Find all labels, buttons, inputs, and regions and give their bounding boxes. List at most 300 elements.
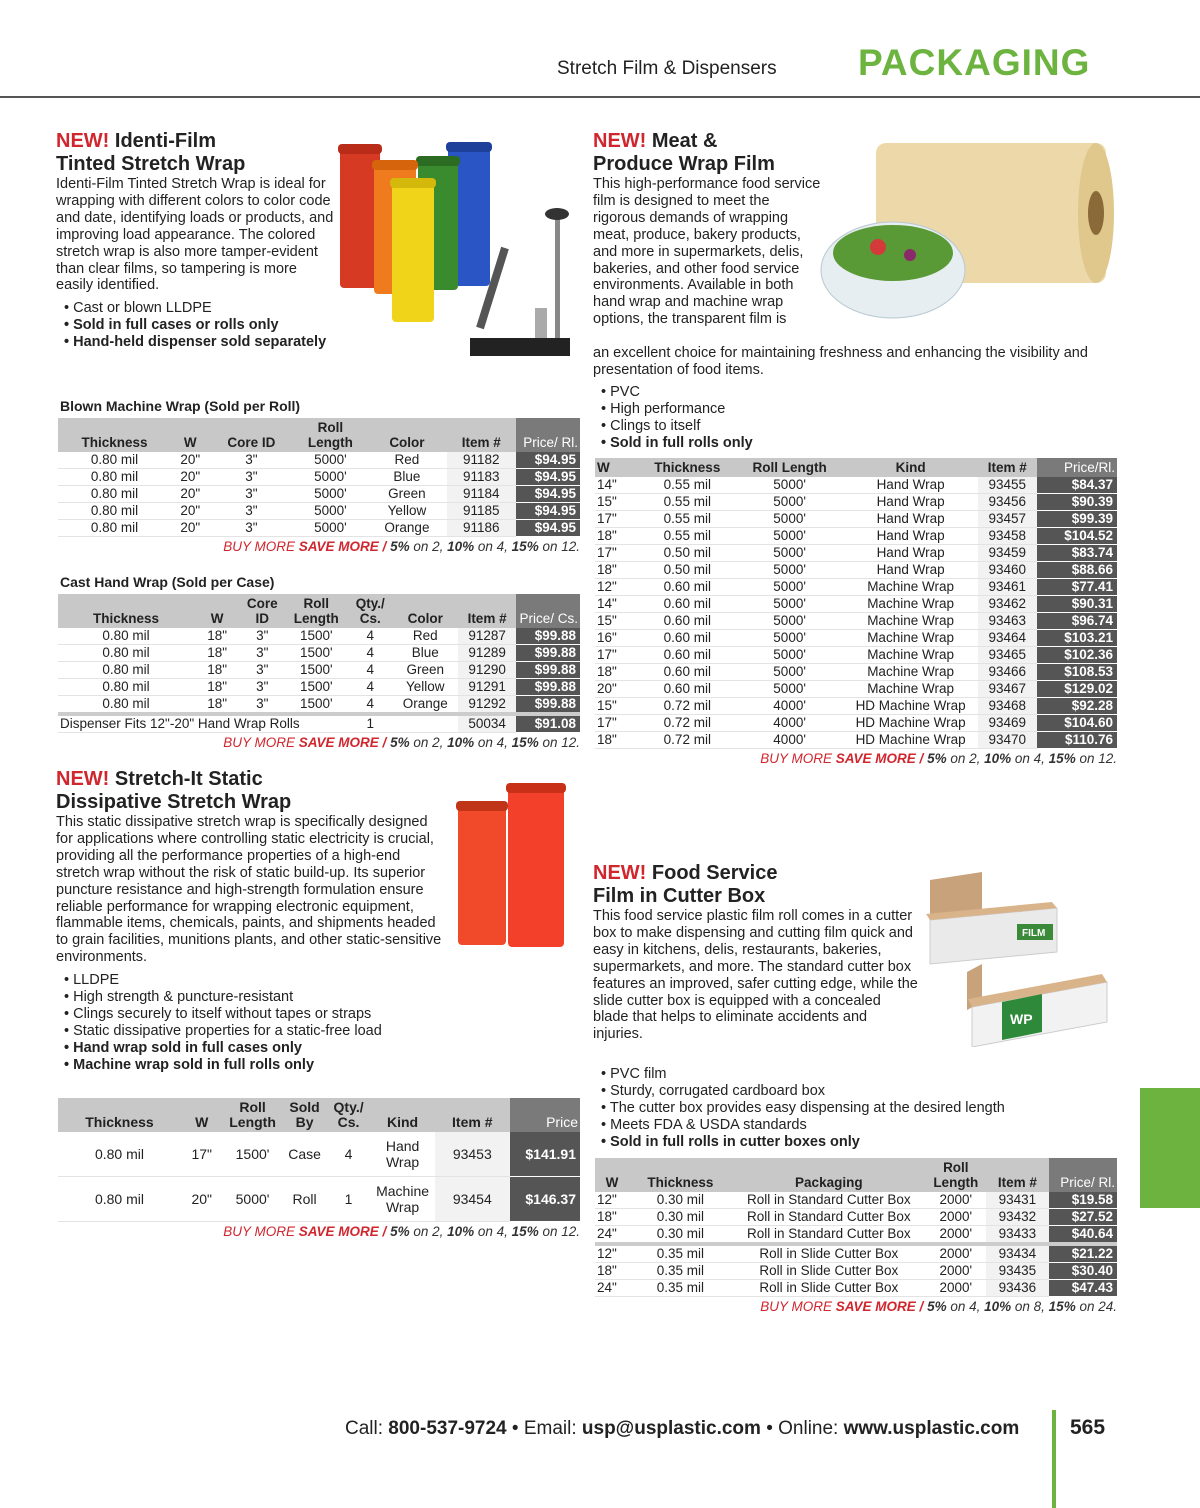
table-cell: 4 <box>348 696 392 715</box>
table-row <box>595 698 1117 715</box>
table-row <box>595 647 1117 664</box>
bullet: • Machine wrap sold in full rolls only <box>64 1056 315 1073</box>
table-cell: 0.80 mil <box>58 696 194 715</box>
table-cell: 5000' <box>223 1177 283 1222</box>
table-cell: Blue <box>392 645 458 662</box>
bullet: • Clings securely to itself without tapes or straps <box>64 1005 372 1022</box>
table-cell: 0.35 mil <box>629 1280 732 1297</box>
col-header: Roll Length <box>736 458 844 477</box>
price-cell: $99.39 <box>1037 511 1117 528</box>
table-row <box>595 528 1117 545</box>
table-cell: 18" <box>595 1263 629 1280</box>
meat-table <box>595 458 1117 749</box>
table-cell: 93460 <box>978 562 1037 579</box>
bullet: • Hand-held dispenser sold separately <box>64 334 327 351</box>
table-cell: 0.72 mil <box>639 732 736 749</box>
box-label: FILM <box>1022 928 1046 939</box>
table-row <box>595 596 1117 613</box>
table-cell: 18" <box>194 679 240 696</box>
price-cell: $96.74 <box>1037 613 1117 630</box>
table-cell: 20" <box>181 1177 223 1222</box>
col-header: Core ID <box>240 594 284 628</box>
table-cell: Machine Wrap <box>844 664 978 681</box>
col-header: Price/ Rl. <box>516 418 580 452</box>
col-header: Qty./ Cs. <box>327 1098 371 1132</box>
table-cell: 0.80 mil <box>58 1177 181 1222</box>
table-cell: Roll <box>283 1177 327 1222</box>
table-cell: 0.55 mil <box>639 528 736 545</box>
col-header: W <box>595 1158 629 1192</box>
footer-contact: Call: 800-537-9724 • Email: usp@usplastic.com • Online: www.usplastic.com <box>345 1418 1020 1439</box>
table-row <box>595 732 1117 749</box>
col-header: Item # <box>986 1158 1049 1192</box>
cutter-section <box>593 862 918 1043</box>
blown-caption: Blown Machine Wrap (Sold per Roll) <box>60 398 301 414</box>
cutter-title: NEW! Food Service Film in Cutter Box <box>593 862 778 907</box>
static-table <box>58 1098 580 1222</box>
table-cell: Case <box>283 1132 327 1177</box>
website-link: www.usplastic.com <box>843 1418 1020 1439</box>
identi-bullets <box>64 300 336 351</box>
table-cell: 18" <box>194 662 240 679</box>
price-cell: $129.02 <box>1037 681 1117 698</box>
table-row <box>595 545 1117 562</box>
table-cell: 2000' <box>926 1226 986 1245</box>
promo-text: BUY MORE SAVE MORE / 5% on 4, 10% on 8, 15% on 24. <box>760 1299 1117 1314</box>
table-cell: 93469 <box>978 715 1037 732</box>
phone-link: 800-537-9724 <box>388 1418 507 1439</box>
table-cell: 2000' <box>926 1244 986 1263</box>
price-cell: $90.39 <box>1037 494 1117 511</box>
table-cell: 5000' <box>736 630 844 647</box>
table-row <box>595 664 1117 681</box>
table-cell: 93462 <box>978 596 1037 613</box>
table-cell: 3" <box>209 452 293 469</box>
table-cell: 18" <box>194 696 240 715</box>
bullet: • PVC film <box>601 1066 667 1082</box>
table-cell: 18" <box>595 732 639 749</box>
table-cell: 5000' <box>736 681 844 698</box>
tinted-stretch-wrap-image <box>330 138 580 363</box>
meat-bullets <box>601 384 753 452</box>
bullet: • High performance <box>601 400 726 417</box>
col-header: Thickness <box>629 1158 732 1192</box>
table-cell: 0.30 mil <box>629 1226 732 1245</box>
table-row <box>58 696 580 715</box>
cutter-table-wrap <box>595 1158 1117 1314</box>
table-cell: 91287 <box>458 628 516 645</box>
table-row <box>595 1226 1117 1245</box>
table-cell: 5000' <box>293 520 367 537</box>
table-row <box>595 715 1117 732</box>
price-cell: $84.37 <box>1037 477 1117 494</box>
table-cell: 93436 <box>986 1280 1049 1297</box>
bullet: • Sold in full rolls only <box>601 434 753 451</box>
table-row <box>58 486 580 503</box>
cast-caption: Cast Hand Wrap (Sold per Case) <box>60 574 275 590</box>
table-cell: Green <box>392 662 458 679</box>
table-cell: 5000' <box>736 511 844 528</box>
bullet: • PVC <box>601 384 640 400</box>
table-cell: Roll in Slide Cutter Box <box>732 1263 926 1280</box>
col-header: Core ID <box>209 418 293 452</box>
table-cell: Hand Wrap <box>844 511 978 528</box>
table-cell: 18" <box>595 562 639 579</box>
col-header: Thickness <box>58 594 194 628</box>
table-cell: 15" <box>595 613 639 630</box>
price-cell: $99.88 <box>516 696 580 715</box>
table-cell: 15" <box>595 494 639 511</box>
price-cell: $102.36 <box>1037 647 1117 664</box>
col-header: W <box>194 594 240 628</box>
table-cell: 5000' <box>736 613 844 630</box>
table-row <box>58 469 580 486</box>
table-cell: Machine Wrap <box>844 681 978 698</box>
table-cell: 5000' <box>736 528 844 545</box>
col-header: Thickness <box>58 418 171 452</box>
table-cell: 20" <box>595 681 639 698</box>
col-header: Thickness <box>58 1098 181 1132</box>
table-cell: 5000' <box>293 469 367 486</box>
section-tab <box>1140 1088 1200 1208</box>
table-cell: Roll in Standard Cutter Box <box>732 1192 926 1209</box>
table-cell: 20" <box>171 469 209 486</box>
price-cell: $99.88 <box>516 662 580 679</box>
table-row <box>58 503 580 520</box>
table-cell: 0.80 mil <box>58 628 194 645</box>
table-cell: 1 <box>327 1177 371 1222</box>
static-bullets <box>64 972 446 1073</box>
table-cell: 93461 <box>978 579 1037 596</box>
table-cell: 18" <box>194 628 240 645</box>
table-row <box>58 662 580 679</box>
table-row <box>58 679 580 696</box>
blown-table-wrap <box>58 418 580 554</box>
table-row <box>595 562 1117 579</box>
table-cell: 17" <box>595 511 639 528</box>
col-header: Color <box>392 594 458 628</box>
table-cell: 17" <box>181 1132 223 1177</box>
table-row <box>595 1280 1117 1297</box>
table-cell: 93464 <box>978 630 1037 647</box>
table-cell: 17" <box>595 715 639 732</box>
table-cell: 91290 <box>458 662 516 679</box>
table-cell: 0.60 mil <box>639 664 736 681</box>
table-cell: 0.60 mil <box>639 613 736 630</box>
table-cell: 5000' <box>293 452 367 469</box>
price-cell: $108.53 <box>1037 664 1117 681</box>
table-cell: 0.30 mil <box>629 1209 732 1226</box>
table-cell: 17" <box>595 647 639 664</box>
promo-text: BUY MORE SAVE MORE / 5% on 2, 10% on 4, 15% on 12. <box>223 539 580 554</box>
price-cell: $94.95 <box>516 469 580 486</box>
table-cell: Dispenser Fits 12"-20" Hand Wrap Rolls <box>58 714 348 733</box>
static-description: This static dissipative stretch wrap is specifically designed for applications where controlling static electricity is crucial, providing all the performance properties of a high-end stretch wrap without the risk of static build-up. Its superior puncture resistance and high-strength formulation ensure reliable performance for wrapping electronic equipment, flammable items, chemicals, paints, and shipments headed to grain facilities, munitions plants, and other static-sensitive environments. <box>56 814 442 966</box>
table-cell: 0.80 mil <box>58 469 171 486</box>
table-cell: 5000' <box>736 477 844 494</box>
table-cell: 3" <box>209 486 293 503</box>
table-cell: Machine Wrap <box>371 1177 435 1222</box>
table-row <box>595 511 1117 528</box>
table-cell: Hand Wrap <box>844 528 978 545</box>
identi-description: Identi-Film Tinted Stretch Wrap is ideal for wrapping with different colors to color code and date, identifying loads or products, and improving load appearance. The colored stretch wrap is also more tamper-evident than clear films, so tampering is more easily identified. <box>56 176 334 294</box>
table-cell <box>392 714 458 733</box>
table-cell: 14" <box>595 477 639 494</box>
col-header: Item # <box>458 594 516 628</box>
bullet: • The cutter box provides easy dispensing at the desired length <box>601 1099 1005 1116</box>
table-cell: 1500' <box>284 679 348 696</box>
table-cell: 1500' <box>284 696 348 715</box>
table-cell: 5000' <box>736 562 844 579</box>
table-row <box>595 630 1117 647</box>
table-cell: Hand Wrap <box>844 494 978 511</box>
box-label: WP <box>1010 1011 1033 1027</box>
table-row <box>595 681 1117 698</box>
table-cell: 0.60 mil <box>639 681 736 698</box>
cast-table-wrap <box>58 594 580 750</box>
table-row <box>595 579 1117 596</box>
bullet: • Hand wrap sold in full cases only <box>64 1039 302 1056</box>
col-header: Sold By <box>283 1098 327 1132</box>
table-row <box>58 628 580 645</box>
bullet: • Cast or blown LLDPE <box>64 300 212 317</box>
price-cell: $94.95 <box>516 520 580 537</box>
table-cell: 16" <box>595 630 639 647</box>
table-cell: 93458 <box>978 528 1037 545</box>
identi-section <box>56 130 336 351</box>
table-cell: 0.80 mil <box>58 486 171 503</box>
price-cell: $99.88 <box>516 679 580 696</box>
col-header: Roll Length <box>293 418 367 452</box>
table-cell: 0.35 mil <box>629 1263 732 1280</box>
table-cell: 0.60 mil <box>639 596 736 613</box>
price-cell: $94.95 <box>516 503 580 520</box>
table-cell: 0.55 mil <box>639 511 736 528</box>
table-cell: 0.50 mil <box>639 545 736 562</box>
table-cell: Orange <box>392 696 458 715</box>
table-cell: 0.55 mil <box>639 494 736 511</box>
col-header: Item # <box>447 418 517 452</box>
col-header: W <box>171 418 209 452</box>
table-cell: 18" <box>595 528 639 545</box>
table-row <box>58 520 580 537</box>
email-link: usp@usplastic.com <box>581 1418 761 1439</box>
table-cell: 3" <box>240 696 284 715</box>
table-cell: 4 <box>348 628 392 645</box>
table-row <box>595 1263 1117 1280</box>
col-header: Price <box>510 1098 580 1132</box>
table-cell: 2000' <box>926 1192 986 1209</box>
table-cell: 18" <box>194 645 240 662</box>
col-header: W <box>595 458 639 477</box>
table-cell: 0.80 mil <box>58 503 171 520</box>
table-cell: Machine Wrap <box>844 647 978 664</box>
table-cell: 12" <box>595 1192 629 1209</box>
table-cell: Machine Wrap <box>844 596 978 613</box>
table-row <box>595 1244 1117 1263</box>
table-cell: 93467 <box>978 681 1037 698</box>
table-row <box>595 1192 1117 1209</box>
table-cell: 93457 <box>978 511 1037 528</box>
table-cell: Roll in Standard Cutter Box <box>732 1226 926 1245</box>
table-cell: Roll in Slide Cutter Box <box>732 1280 926 1297</box>
table-cell: 18" <box>595 1209 629 1226</box>
cutter-box-image <box>922 872 1117 1047</box>
price-cell: $103.21 <box>1037 630 1117 647</box>
table-cell: Blue <box>367 469 446 486</box>
table-cell: 2000' <box>926 1263 986 1280</box>
col-header: Roll Length <box>926 1158 986 1192</box>
cast-table <box>58 594 580 733</box>
table-cell: 0.60 mil <box>639 647 736 664</box>
table-cell: 93432 <box>986 1209 1049 1226</box>
table-cell: 12" <box>595 1244 629 1263</box>
table-cell: 0.60 mil <box>639 579 736 596</box>
table-cell: 91183 <box>447 469 517 486</box>
static-table-wrap <box>58 1098 580 1239</box>
table-cell: 17" <box>595 545 639 562</box>
table-cell: 4000' <box>736 732 844 749</box>
col-header: Price/ Cs. <box>516 594 580 628</box>
header-rule <box>0 96 1200 98</box>
table-cell: Machine Wrap <box>844 579 978 596</box>
table-cell: 18" <box>595 664 639 681</box>
table-cell: 93459 <box>978 545 1037 562</box>
table-cell: 4 <box>348 679 392 696</box>
price-cell: $90.31 <box>1037 596 1117 613</box>
col-header: Color <box>367 418 446 452</box>
table-cell: 1500' <box>284 645 348 662</box>
table-cell: 3" <box>209 520 293 537</box>
table-cell: 0.80 mil <box>58 452 171 469</box>
table-cell: Roll in Slide Cutter Box <box>732 1244 926 1263</box>
table-cell: 4000' <box>736 715 844 732</box>
col-header: Packaging <box>732 1158 926 1192</box>
table-cell: 0.80 mil <box>58 679 194 696</box>
price-cell: $92.28 <box>1037 698 1117 715</box>
table-cell: 0.30 mil <box>629 1192 732 1209</box>
meat-table-wrap <box>595 458 1117 766</box>
table-cell: 93454 <box>435 1177 510 1222</box>
promo-text: BUY MORE SAVE MORE / 5% on 2, 10% on 4, 15% on 12. <box>223 1224 580 1239</box>
table-cell: 91182 <box>447 452 517 469</box>
table-row <box>595 477 1117 494</box>
table-row <box>58 1177 580 1222</box>
table-cell: 5000' <box>293 486 367 503</box>
table-cell: 0.80 mil <box>58 645 194 662</box>
promo-text: BUY MORE SAVE MORE / 5% on 2, 10% on 4, 15% on 12. <box>760 751 1117 766</box>
price-cell: $27.52 <box>1049 1209 1117 1226</box>
table-row <box>595 613 1117 630</box>
meat-description-cont: an excellent choice for maintaining freshness and enhancing the visibility and presentation of food items. <box>593 345 1088 378</box>
table-cell: 93463 <box>978 613 1037 630</box>
bullet: • High strength & puncture-resistant <box>64 989 294 1006</box>
table-cell: 3" <box>240 628 284 645</box>
static-wrap-image <box>450 775 580 950</box>
price-cell: $99.88 <box>516 628 580 645</box>
table-cell: 0.80 mil <box>58 520 171 537</box>
table-cell: Red <box>367 452 446 469</box>
table-cell: 5000' <box>736 494 844 511</box>
table-cell: 93434 <box>986 1244 1049 1263</box>
table-cell: Yellow <box>367 503 446 520</box>
table-cell: 5000' <box>736 596 844 613</box>
table-cell: Hand Wrap <box>371 1132 435 1177</box>
table-cell: $91.08 <box>516 714 580 733</box>
table-cell: 91292 <box>458 696 516 715</box>
table-cell: 20" <box>171 486 209 503</box>
col-header: Item # <box>978 458 1037 477</box>
table-cell: 1500' <box>284 662 348 679</box>
bullet: • Static dissipative properties for a static-free load <box>64 1022 382 1039</box>
table-cell: Orange <box>367 520 446 537</box>
meat-title: NEW! Meat & Produce Wrap Film <box>593 130 775 175</box>
bullet: • Sturdy, corrugated cardboard box <box>601 1082 826 1099</box>
table-cell: 4000' <box>736 698 844 715</box>
table-cell: 1500' <box>223 1132 283 1177</box>
table-cell: 0.80 mil <box>58 1132 181 1177</box>
table-cell: 5000' <box>736 545 844 562</box>
table-cell: Yellow <box>392 679 458 696</box>
table-cell: 0.72 mil <box>639 698 736 715</box>
table-cell: 0.55 mil <box>639 477 736 494</box>
table-cell: 5000' <box>293 503 367 520</box>
table-cell: 93456 <box>978 494 1037 511</box>
table-cell: 3" <box>240 645 284 662</box>
cutter-bullets <box>601 1066 1005 1151</box>
col-header: Roll Length <box>223 1098 283 1132</box>
price-cell: $83.74 <box>1037 545 1117 562</box>
col-header: Thickness <box>639 458 736 477</box>
bullet: • Clings to itself <box>601 417 701 434</box>
table-cell: 93468 <box>978 698 1037 715</box>
meat-description: This high-performance food service film is designed to meet the rigorous demands of wrapping meat, produce, bakery products, and more in supermarkets, delis, bakeries, and other food service environments. Available in both hand wrap and machine wrap options, the transparent film is <box>593 176 821 328</box>
table-cell: 5000' <box>736 664 844 681</box>
table-cell: 93435 <box>986 1263 1049 1280</box>
table-cell: 5000' <box>736 647 844 664</box>
table-cell: 93470 <box>978 732 1037 749</box>
price-cell: $30.40 <box>1049 1263 1117 1280</box>
table-row <box>58 452 580 469</box>
table-cell: 12" <box>595 579 639 596</box>
price-cell: $77.41 <box>1037 579 1117 596</box>
table-cell: 0.50 mil <box>639 562 736 579</box>
col-header: Roll Length <box>284 594 348 628</box>
promo-text: BUY MORE SAVE MORE / 5% on 2, 10% on 4, 15% on 12. <box>223 735 580 750</box>
price-cell: $19.58 <box>1049 1192 1117 1209</box>
table-cell: 91289 <box>458 645 516 662</box>
col-header: Item # <box>435 1098 510 1132</box>
col-header: Kind <box>371 1098 435 1132</box>
col-header: Qty./ Cs. <box>348 594 392 628</box>
table-cell: 14" <box>595 596 639 613</box>
table-cell: 2000' <box>926 1209 986 1226</box>
price-cell: $141.91 <box>510 1132 580 1177</box>
col-header: Price/ Rl. <box>1049 1158 1117 1192</box>
table-cell: 91291 <box>458 679 516 696</box>
section-subtitle: Stretch Film & Dispensers <box>557 58 777 79</box>
bullet: • Sold in full cases or rolls only <box>64 317 279 334</box>
table-cell: 93455 <box>978 477 1037 494</box>
table-cell: 50034 <box>458 714 516 733</box>
price-cell: $47.43 <box>1049 1280 1117 1297</box>
table-cell: 1 <box>348 714 392 733</box>
table-cell: 24" <box>595 1226 629 1245</box>
table-cell: 93465 <box>978 647 1037 664</box>
bullet: • Sold in full rolls in cutter boxes only <box>601 1133 860 1150</box>
table-cell: 4 <box>348 645 392 662</box>
static-title: NEW! Stretch-It Static Dissipative Stretch Wrap <box>56 768 292 813</box>
